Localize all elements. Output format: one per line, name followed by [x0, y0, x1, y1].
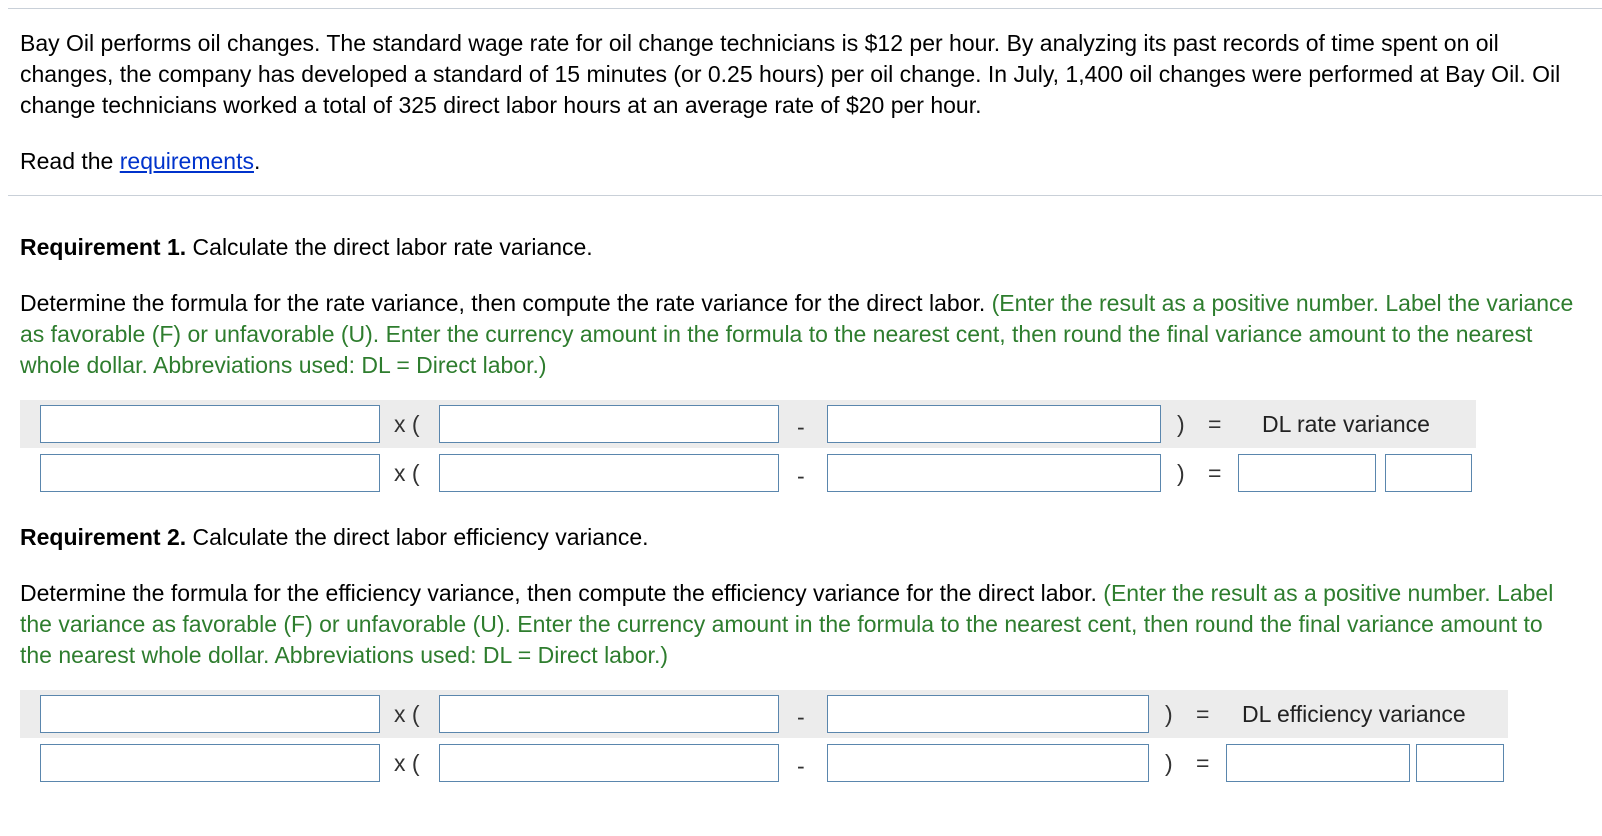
- req2-result-fu-field[interactable]: [1416, 744, 1504, 782]
- req2-calc-field-a[interactable]: [40, 744, 380, 782]
- req1-result-fu-field[interactable]: [1385, 454, 1472, 492]
- req2-instruction: [20, 578, 1580, 671]
- req2-instruction-text: Determine the formula for the efficiency variance, then compute the efficiency variance for the direct labor.: [20, 580, 1097, 606]
- req1-calc-field-c[interactable]: [827, 454, 1161, 492]
- top-divider: [8, 8, 1602, 9]
- req1-result-label: DL rate variance: [1262, 411, 1430, 437]
- req2-title: Calculate the direct labor efficiency variance.: [192, 524, 649, 550]
- req1-formula-field-b[interactable]: [439, 405, 779, 443]
- req2-formula-field-a[interactable]: [40, 695, 380, 733]
- req2-result-amount-field[interactable]: [1226, 744, 1410, 782]
- req1-formula-minus: -: [797, 414, 805, 440]
- req1-calc-close: ): [1177, 460, 1185, 486]
- req1-calc-times: x (: [394, 460, 420, 486]
- req1-calc-equals: =: [1208, 460, 1222, 486]
- req2-calc-equals: =: [1196, 750, 1210, 776]
- req2-calc-field-c[interactable]: [827, 744, 1149, 782]
- req1-label: Requirement 1.: [20, 234, 187, 260]
- req1-instruction: [20, 288, 1580, 381]
- req2-calc-minus: -: [797, 753, 805, 779]
- req2-label: Requirement 2.: [20, 524, 187, 550]
- read-requirements-line: [20, 146, 260, 177]
- req1-formula-times: x (: [394, 411, 420, 437]
- req1-formula-close: ): [1177, 411, 1185, 437]
- req1-formula-equals: =: [1208, 411, 1222, 437]
- read-prefix: Read the: [20, 148, 120, 174]
- req1-formula-field-a[interactable]: [40, 405, 380, 443]
- req2-calc-field-b[interactable]: [439, 744, 779, 782]
- req2-formula-field-c[interactable]: [827, 695, 1149, 733]
- req1-instruction-text: Determine the formula for the rate variance, then compute the rate variance for the direct labor.: [20, 290, 986, 316]
- req2-formula-equals: =: [1196, 701, 1210, 727]
- req2-formula-times: x (: [394, 701, 420, 727]
- req1-formula-field-c[interactable]: [827, 405, 1161, 443]
- problem-statement: Bay Oil performs oil changes. The standard wage rate for oil change technicians is $12 per hour. By analyzing its past records of time spent on oil changes, the company has developed a standard of 15 minutes (or 0.25 hours) per oil change. In July, 1,400 oil changes were performed at Bay Oil. Oil change technicians worked a total of 325 direct labor hours at an average rate of $20 per hour.: [20, 30, 1561, 118]
- req1-calc-field-a[interactable]: [40, 454, 380, 492]
- req1-hint: (Enter the result as a positive number. Label the variance as favorable (F) or unfavorable (U). Enter the currency amount in the formula to the nearest cent, then round the final variance amount to the nearest whole dollar. Abbreviations used: DL = Direct labor.): [20, 290, 1574, 378]
- read-suffix: .: [253, 148, 261, 174]
- req2-calc-close: ): [1165, 750, 1173, 776]
- req2-formula-minus: -: [797, 704, 805, 730]
- req1-calc-minus: -: [797, 463, 805, 489]
- req1-calc-field-b[interactable]: [439, 454, 779, 492]
- req2-heading: [20, 522, 649, 553]
- requirements-link[interactable]: requirements: [119, 148, 254, 174]
- req2-hint: (Enter the result as a positive number. Label the variance as favorable (F) or unfavorable (U). Enter the currency amount in the formula to the nearest cent, then round the final variance amount to the nearest whole dollar. Abbreviations used: DL = Direct labor.): [20, 580, 1554, 668]
- req1-title: Calculate the direct labor rate variance.: [192, 234, 593, 260]
- req2-formula-close: ): [1165, 701, 1173, 727]
- req1-result-amount-field[interactable]: [1238, 454, 1376, 492]
- req1-heading: [20, 232, 593, 263]
- section-divider: [8, 195, 1602, 196]
- req2-result-label: DL efficiency variance: [1242, 701, 1466, 727]
- req2-formula-field-b[interactable]: [439, 695, 779, 733]
- req2-calc-times: x (: [394, 750, 420, 776]
